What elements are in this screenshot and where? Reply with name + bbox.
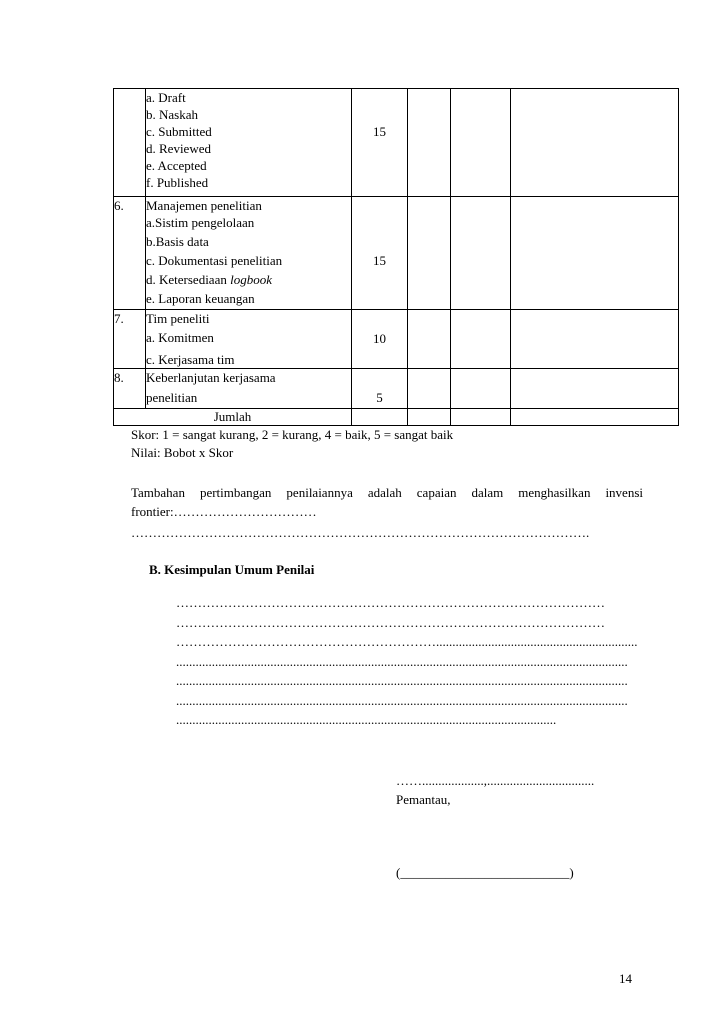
note-cell: [511, 197, 679, 310]
score-cell: [408, 89, 451, 197]
criteria-line: b. Naskah: [146, 107, 198, 122]
value-cell: [451, 89, 511, 197]
section-b-heading: B. Kesimpulan Umum Penilai: [149, 562, 315, 577]
row-weight: [352, 89, 408, 197]
row-criteria: [146, 89, 352, 197]
signature-role: Pemantau,: [396, 792, 451, 807]
table-row: [114, 89, 679, 197]
conclusion-line: ...........................................................................................................................................: [176, 654, 628, 669]
conclusion-line: ………………………………………………………………………………………: [176, 595, 605, 610]
value-formula: Nilai: Bobot x Skor: [131, 445, 234, 460]
criteria-line: c. Submitted: [146, 124, 212, 139]
criteria-line: [146, 271, 351, 290]
criteria-line: Tim peneliti: [146, 311, 210, 326]
additional-consideration-line3: …………………………………………………………………………………………….: [131, 525, 590, 540]
conclusion-line: ……………………………………………………..............................................................: [176, 634, 638, 649]
total-score-cell: [408, 409, 451, 426]
conclusion-line: ………………………………………………………………………………………: [176, 615, 605, 630]
additional-consideration: Tambahan pertimbangan penilaiannya adalah capaian dalam menghasilkan invensi: [131, 485, 643, 500]
total-weight-cell: [352, 409, 408, 426]
criteria-line: e. Laporan keuangan: [146, 291, 255, 306]
criteria-line: Keberlanjutan kerjasama: [146, 370, 276, 385]
criteria-line: d. Reviewed: [146, 141, 211, 156]
table-row: [114, 310, 679, 369]
value-cell: [451, 369, 511, 409]
conclusion-line: ...........................................................................................................................................: [176, 673, 628, 688]
conclusion-line: .....................................................................................................................: [176, 712, 557, 727]
criteria-line: c. Kerjasama tim: [146, 352, 235, 367]
criteria-line: e. Accepted: [146, 158, 207, 173]
row-criteria: [146, 369, 352, 409]
row-number: [114, 89, 146, 197]
weight-value: 10: [373, 331, 386, 346]
criteria-line: a. Draft: [146, 90, 186, 105]
row-number: 7.: [114, 310, 146, 369]
weight-value: 15: [373, 253, 386, 268]
total-value-cell: [451, 409, 511, 426]
note-cell: [511, 89, 679, 197]
table-row: [114, 197, 679, 310]
row-number: 6.: [114, 197, 146, 310]
row-weight: [352, 369, 408, 409]
score-legend: Skor: 1 = sangat kurang, 2 = kurang, 4 = baik, 5 = sangat baik: [131, 427, 454, 442]
note-cell: [511, 369, 679, 409]
criteria-line: c. Dokumentasi penelitian: [146, 253, 283, 268]
assessment-table: [113, 88, 679, 426]
row-criteria: [146, 197, 352, 310]
criteria-text: d. Ketersediaan: [146, 272, 231, 287]
row-weight: [352, 310, 408, 369]
score-cell: [408, 369, 451, 409]
criteria-line: a. Komitmen: [146, 330, 214, 345]
criteria-line: a.Sistim pengelolaan: [146, 215, 255, 230]
criteria-line: b.Basis data: [146, 234, 209, 249]
row-weight: [352, 197, 408, 310]
signature-place-date: ……...................,.................................: [396, 773, 595, 788]
criteria-line: penelitian: [146, 390, 198, 405]
total-note-cell: [511, 409, 679, 426]
score-cell: [408, 197, 451, 310]
criteria-line: Manajemen penelitian: [146, 198, 262, 213]
total-label: Jumlah: [114, 409, 352, 426]
value-cell: [451, 310, 511, 369]
table-row: [114, 369, 679, 409]
score-cell: [408, 310, 451, 369]
page-number: 14: [619, 971, 632, 986]
criteria-italic: logbook: [230, 272, 272, 287]
additional-consideration-line2: frontier:……………………………: [131, 504, 317, 519]
criteria-line: f. Published: [146, 175, 209, 190]
conclusion-line: ...........................................................................................................................................: [176, 693, 628, 708]
weight-value: 15: [373, 124, 386, 139]
value-cell: [451, 197, 511, 310]
row-criteria: [146, 310, 352, 369]
note-cell: [511, 310, 679, 369]
table-total-row: [114, 409, 679, 426]
row-number: 8.: [114, 369, 146, 409]
weight-value: 5: [376, 390, 383, 405]
signature-name-line: (__________________________): [396, 865, 574, 880]
